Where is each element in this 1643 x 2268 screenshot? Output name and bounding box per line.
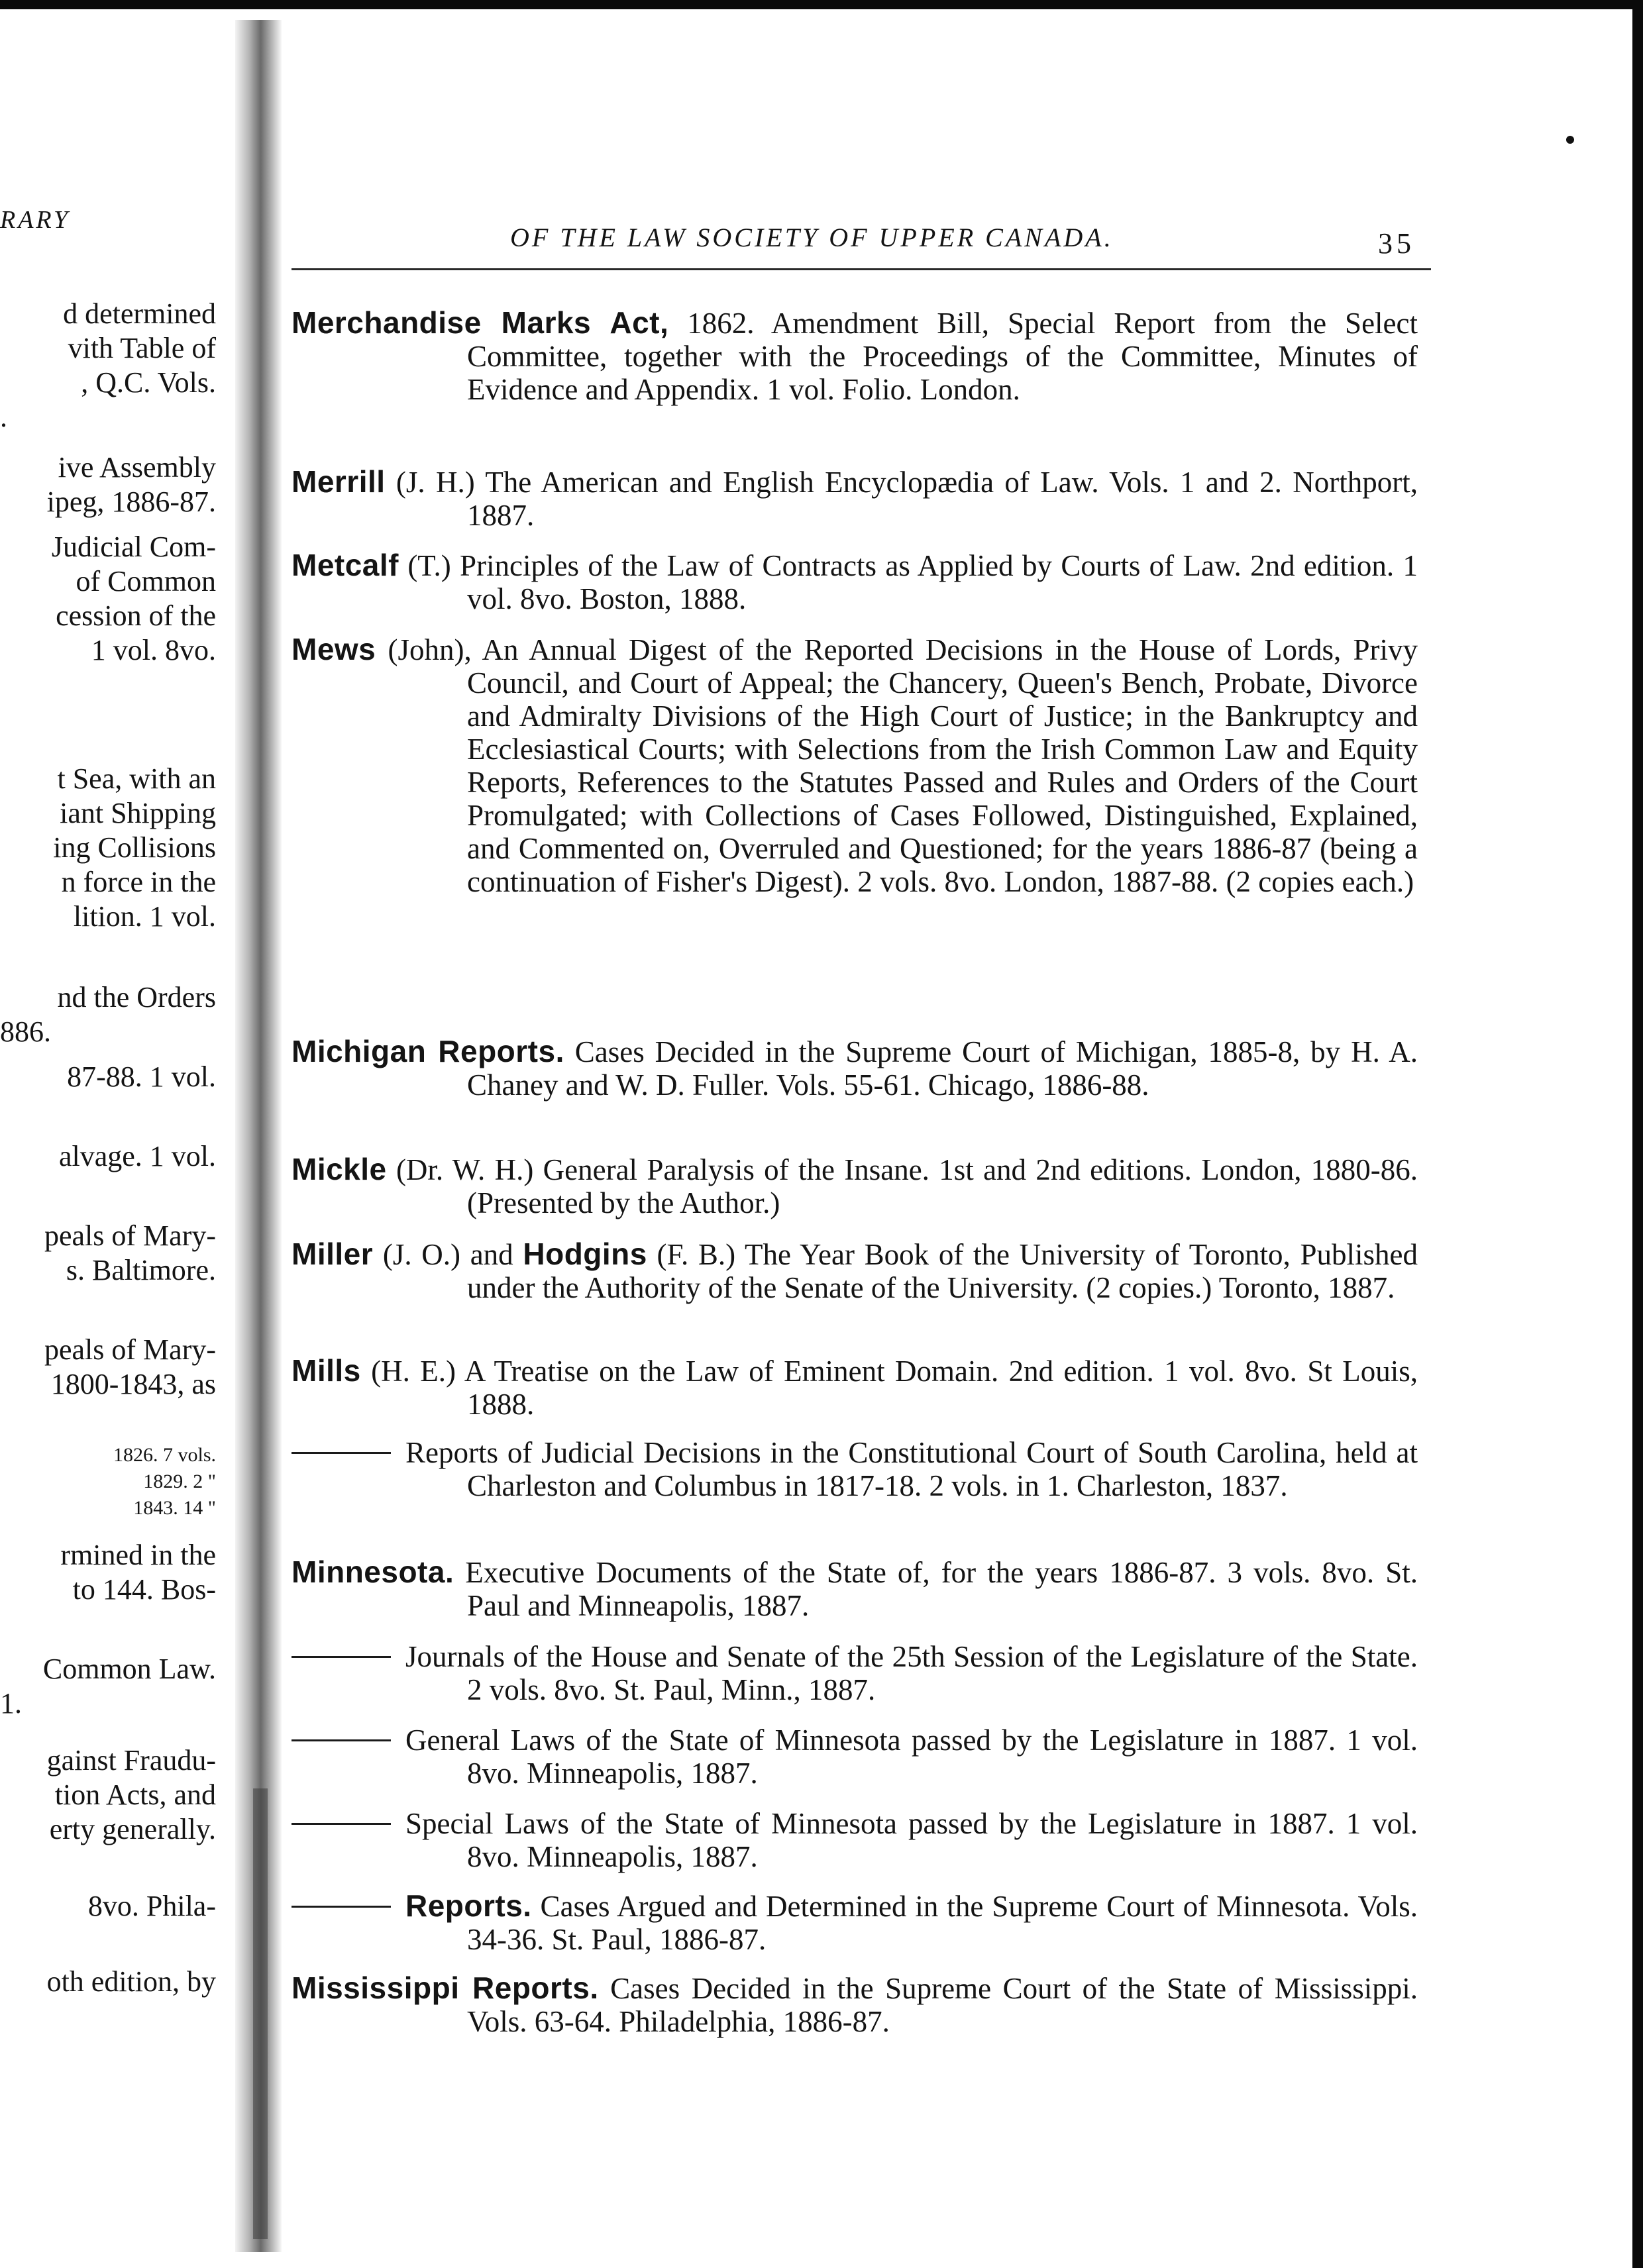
left-line: 1. <box>0 1687 22 1720</box>
catalog-entry <box>292 1237 1418 1304</box>
left-line: erty generally. <box>49 1813 216 1845</box>
left-line: tion Acts, and <box>54 1778 216 1811</box>
left-line: 1843. 14 " <box>133 1497 216 1519</box>
entry-text: (J. O.) and <box>373 1238 523 1271</box>
entry-text: Cases Decided in the Supreme Court of Michigan, 1885-8, by H. A. Chaney and W. D. Fuller. Vols. 55-61. Chicago, 1886-88. <box>467 1035 1418 1102</box>
entry-heading: Metcalf <box>292 548 399 582</box>
left-line: ing Collisions <box>53 831 216 864</box>
entry-heading: Miller <box>292 1237 374 1271</box>
entry-heading: Mississippi Reports. <box>292 1971 599 2005</box>
left-line: ipeg, 1886-87. <box>46 486 216 518</box>
catalog-entry <box>292 1724 1418 1790</box>
catalog-entry <box>292 1436 1418 1502</box>
entry-heading: Merrill <box>292 464 386 499</box>
left-line: 87-88. 1 vol. <box>67 1060 216 1093</box>
left-line: peals of Mary- <box>44 1333 216 1366</box>
left-line: vith Table of <box>68 332 216 364</box>
catalog-entry <box>292 548 1418 615</box>
left-line: to 144. Bos- <box>72 1573 216 1606</box>
entry-text: Special Laws of the State of Minnesota passed by the Legislature in 1887. 1 vol. 8vo. Minneapolis, 1887. <box>405 1807 1418 1873</box>
left-line: 1826. 7 vols. <box>113 1444 216 1466</box>
left-line: peals of Mary- <box>44 1219 216 1252</box>
left-line: alvage. 1 vol. <box>58 1140 216 1172</box>
ditto-dash <box>292 1452 391 1454</box>
left-line: Judicial Com- <box>51 531 216 563</box>
left-line: ive Assembly <box>58 451 216 484</box>
running-header: OF THE LAW SOCIETY OF UPPER CANADA. <box>510 223 1114 252</box>
entry-heading-secondary: Hodgins <box>523 1237 647 1271</box>
left-line: 8vo. Phila- <box>87 1890 216 1922</box>
catalog-entry <box>292 306 1418 406</box>
catalog-entry <box>292 633 1418 898</box>
left-line: cession of the <box>56 599 216 632</box>
entry-text: Cases Decided in the Supreme Court of the State of Mississippi. Vols. 63-64. Philadelphia, 1886-87. <box>467 1972 1418 2038</box>
entry-text: General Laws of the State of Minnesota passed by the Legislature in 1887. 1 vol. 8vo. Minneapolis, 1887. <box>405 1724 1418 1790</box>
left-line: of Common <box>76 565 216 597</box>
left-line: 1829. 2 " <box>143 1470 216 1492</box>
page-number: 35 <box>1378 227 1415 260</box>
entry-text: (Dr. W. H.) General Paralysis of the Insane. 1st and 2nd editions. London, 1880-86. (Presented by the Author.) <box>386 1153 1418 1219</box>
catalog-entry <box>292 1889 1418 1956</box>
catalog-entry <box>292 1035 1418 1102</box>
entry-heading: Mews <box>292 632 376 666</box>
catalog-entry <box>292 465 1418 532</box>
scan-edge-right <box>1632 0 1643 2268</box>
left-line: 1 vol. 8vo. <box>91 634 216 666</box>
left-line: Common Law. <box>42 1653 216 1685</box>
entry-text: Executive Documents of the State of, for the years 1886-87. 3 vols. 8vo. St. Paul and Minneapolis, 1887. <box>454 1556 1418 1622</box>
entry-text: (J. H.) The American and English Encyclopædia of Law. Vols. 1 and 2. Northport, 1887. <box>385 466 1418 532</box>
previous-page-header: RARY <box>0 206 71 234</box>
header-rule <box>292 268 1431 270</box>
left-line: , Q.C. Vols. <box>81 366 216 399</box>
left-line: iant Shipping <box>60 797 216 829</box>
entry-text: Reports of Judicial Decisions in the Constitutional Court of South Carolina, held at Charleston and Columbus in 1817-18. 2 vols. in 1. Charleston, 1837. <box>405 1436 1418 1502</box>
left-line: oth edition, by <box>46 1965 216 1998</box>
entry-text: (T.) Principles of the Law of Contracts as Applied by Courts of Law. 2nd edition. 1 vol. 8vo. Boston, 1888. <box>398 549 1418 615</box>
ink-speck <box>1566 136 1574 144</box>
catalog-entry <box>292 1971 1418 2038</box>
left-line: t Sea, with an <box>57 762 216 795</box>
ditto-dash <box>292 1656 391 1658</box>
entry-heading: Mickle <box>292 1152 387 1186</box>
catalog-entry <box>292 1153 1418 1219</box>
left-line: n force in the <box>61 866 216 898</box>
ditto-dash <box>292 1823 391 1825</box>
left-line: nd the Orders <box>57 981 216 1013</box>
entry-text: Journals of the House and Senate of the 25th Session of the Legislature of the State. 2 vols. 8vo. St. Paul, Minn., 1887. <box>405 1640 1418 1706</box>
left-line: rmined in the <box>60 1539 216 1571</box>
left-line: . <box>0 401 7 433</box>
catalog-entry <box>292 1640 1418 1706</box>
catalog-entry <box>292 1354 1418 1421</box>
left-line: 886. <box>0 1015 51 1048</box>
catalog-entry <box>292 1555 1418 1622</box>
ditto-dash <box>292 1906 391 1908</box>
entry-heading: Mills <box>292 1353 361 1388</box>
entry-heading: Reports. <box>405 1888 532 1923</box>
previous-page-fragment <box>0 0 232 2268</box>
left-line: gainst Fraudu- <box>46 1744 216 1777</box>
gutter-shadow <box>253 1788 268 2239</box>
entry-text: 1862. Amendment Bill, Special Report from the Select Committee, together with the Proceedings of the Committee, Minutes of Evidence and Appendix. 1 vol. Folio. London. <box>467 307 1418 406</box>
catalog-entry <box>292 1807 1418 1873</box>
left-line: 1800-1843, as <box>50 1368 216 1400</box>
entry-text: (F. B.) The Year Book of the University of Toronto, Published under the Authority of the Senate of the University. (2 copies.) Toronto, 1887. <box>467 1238 1418 1304</box>
entry-text: (John), An Annual Digest of the Reported Decisions in the House of Lords, Privy Council, and Court of Appeal; the Chancery, Queen's Bench, Probate, Divorce and Admiralty Divisions of the High Court of Justice; in the Bankruptcy and Ecclesiastical Courts; with Selections from the Irish Common Law and Equity Reports, References to the Statutes Passed and Rules and Orders of the Court Promulgated; with Collections of Cases Followed, Distinguished, Explained, and Commented on, Overruled and Questioned; for the years 1886-87 (being a continuation of Fisher's Digest). 2 vols. 8vo. London, 1887-88. (2 copies each.) <box>376 633 1418 898</box>
entry-heading: Minnesota. <box>292 1555 454 1589</box>
entry-text: Cases Argued and Determined in the Supreme Court of Minnesota. Vols. 34-36. St. Paul, 1886-87. <box>467 1890 1418 1956</box>
entry-heading: Michigan Reports. <box>292 1034 564 1068</box>
entry-text: (H. E.) A Treatise on the Law of Eminent Domain. 2nd edition. 1 vol. 8vo. St Louis, 1888. <box>360 1355 1418 1421</box>
left-line: d determined <box>63 297 216 330</box>
entry-heading: Merchandise Marks Act, <box>292 305 669 340</box>
scan-edge-top <box>0 0 1643 9</box>
ditto-dash <box>292 1739 391 1741</box>
left-line: lition. 1 vol. <box>73 900 216 933</box>
left-line: s. Baltimore. <box>66 1254 216 1286</box>
